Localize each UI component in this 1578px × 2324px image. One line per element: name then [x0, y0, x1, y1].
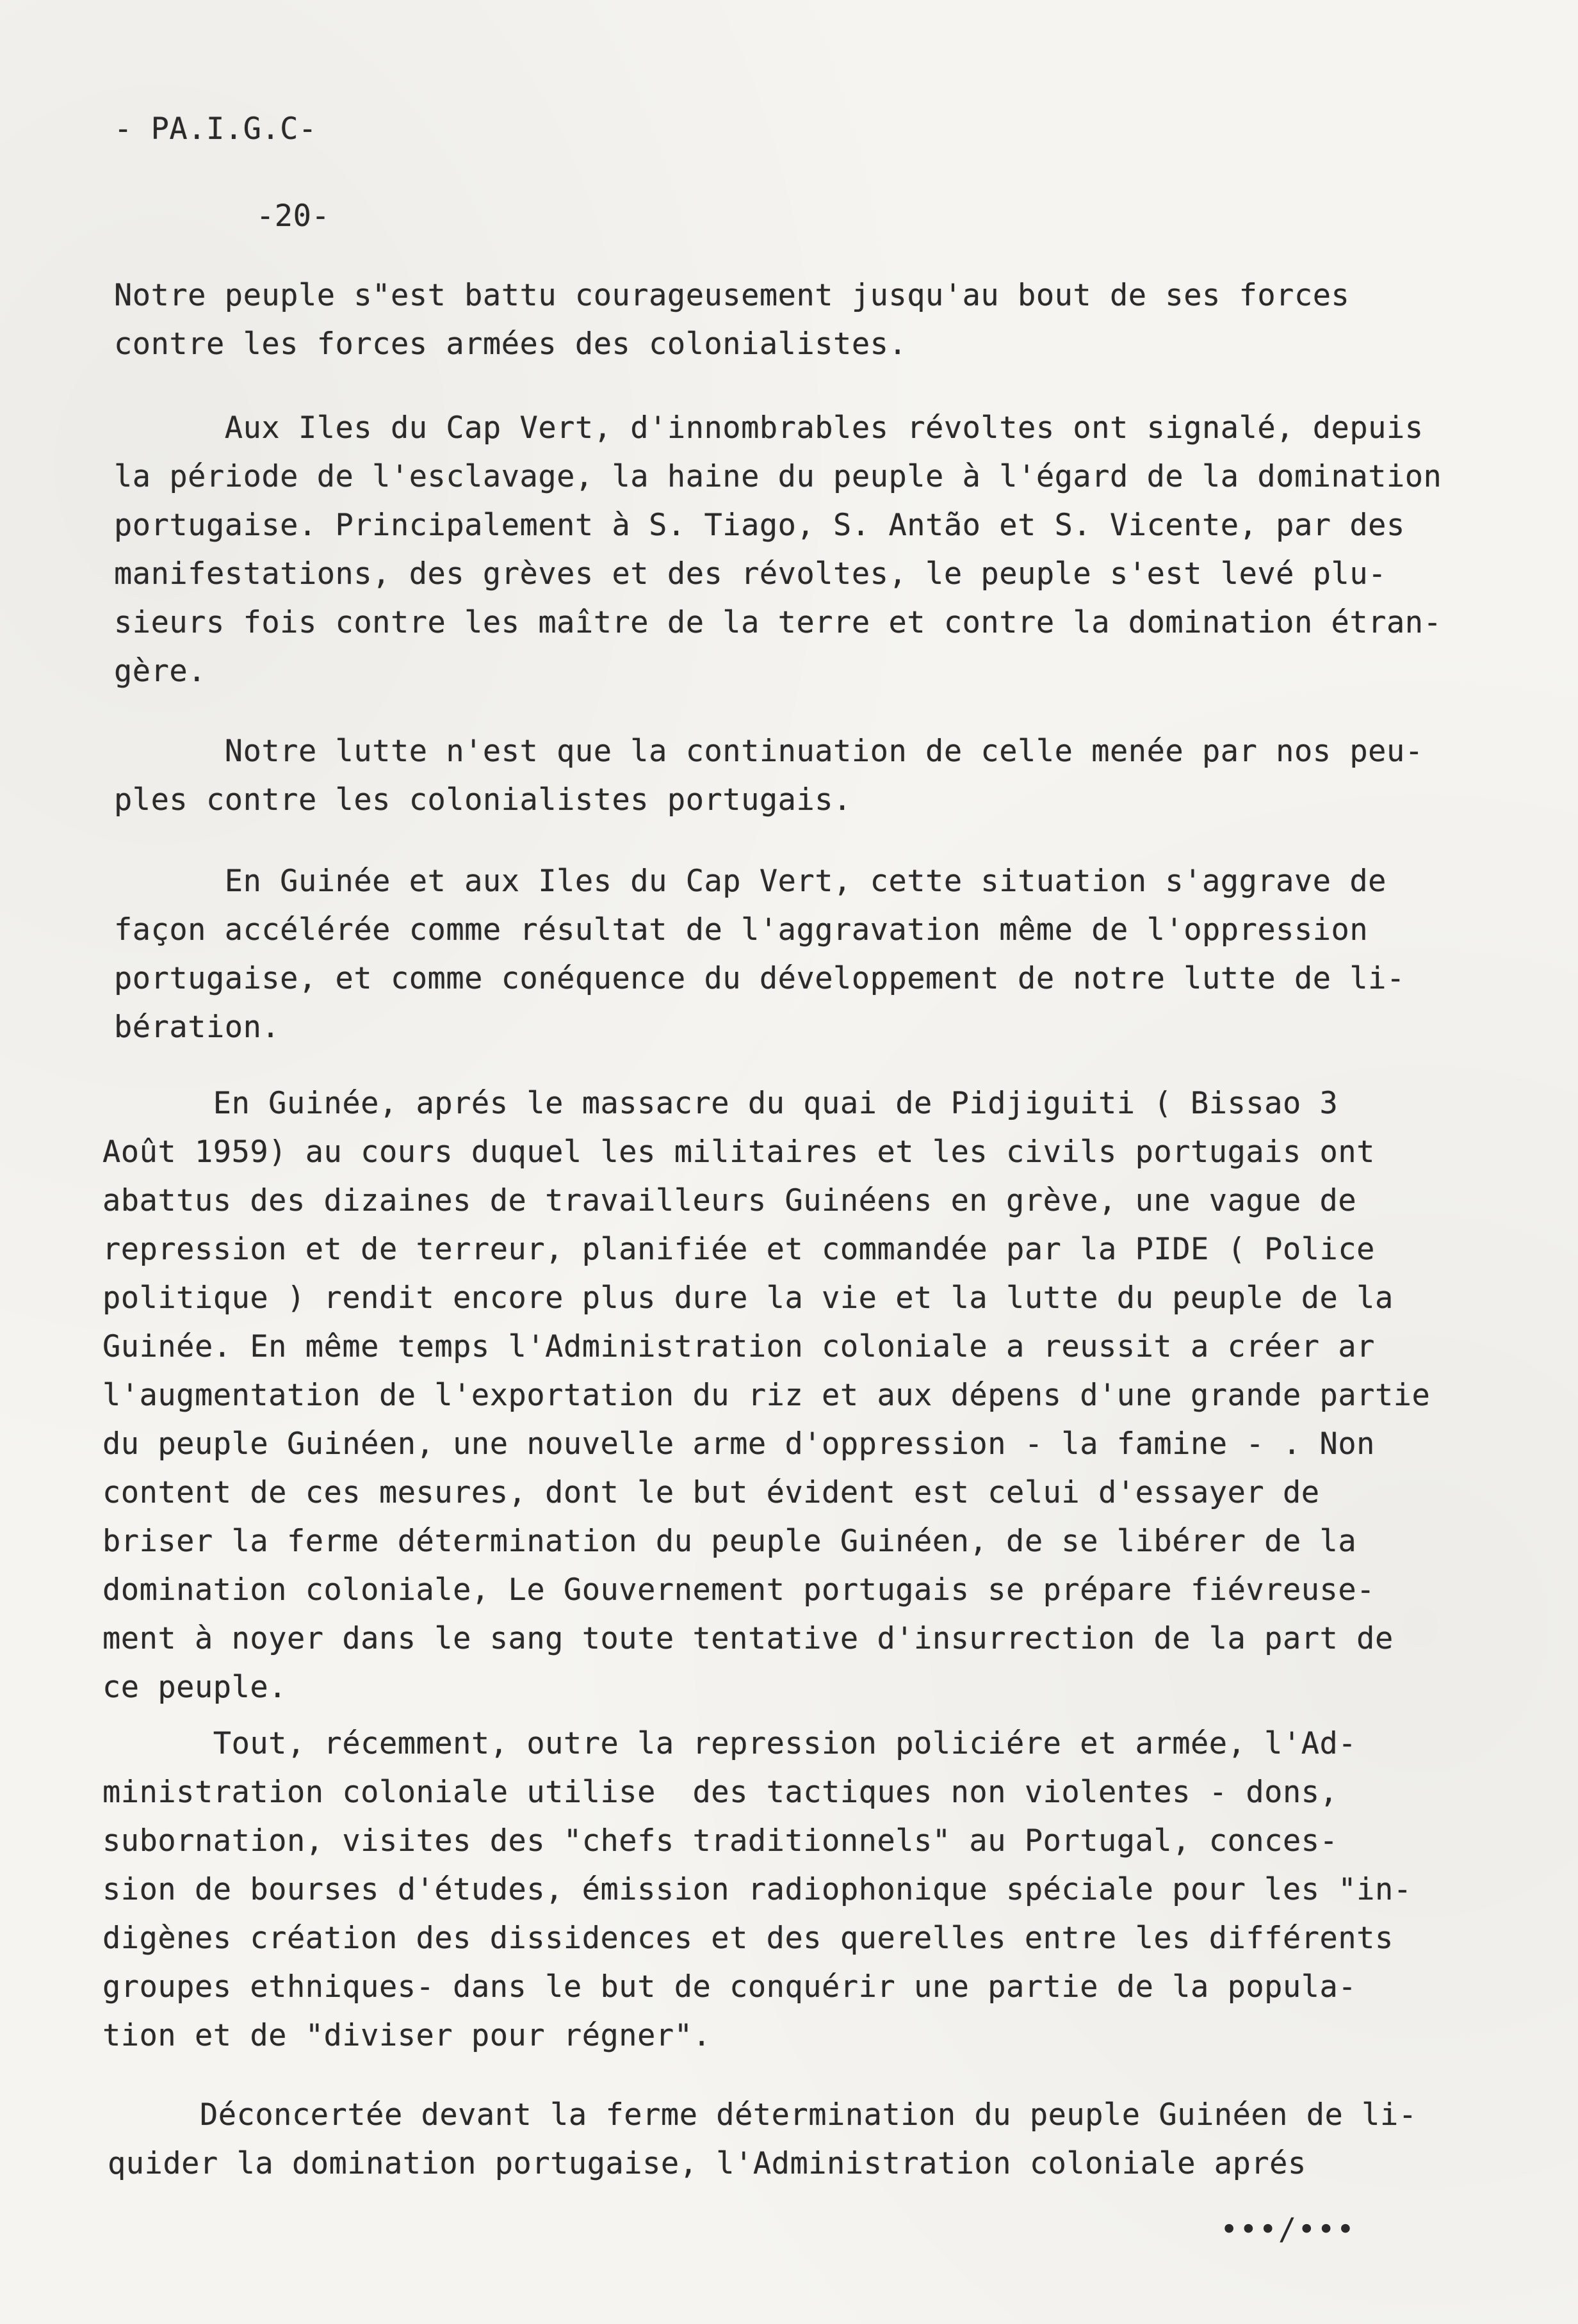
text-line: portugaise. Principalement à S. Tiago, S. Antão et S. Vicente, par des [114, 508, 1405, 543]
text-line: tion et de "diviser pour régner". [102, 2018, 712, 2053]
page-number: -20- [256, 198, 330, 234]
text-line: gère. [114, 654, 206, 689]
text-line: bération. [114, 1010, 281, 1045]
text-line: ples contre les colonialistes portugais. [114, 782, 852, 818]
text-line: abattus des dizaines de travailleurs Guinéens en grève, une vague de [102, 1183, 1357, 1218]
text-line: du peuple Guinéen, une nouvelle arme d'oppression - la famine - . Non [102, 1426, 1375, 1462]
org-header: - PA.I.G.C- [114, 111, 317, 147]
continuation-mark: •••/••• [1220, 2212, 1356, 2247]
text-line: Notre lutte n'est que la continuation de celle menée par nos peu- [114, 734, 1424, 769]
text-line: content de ces mesures, dont le but évident est celui d'essayer de [102, 1475, 1320, 1510]
text-line: manifestations, des grèves et des révoltes, le peuple s'est levé plu- [114, 556, 1387, 592]
text-line: Notre peuple s"est battu courageusement jusqu'au bout de ses forces [114, 278, 1350, 313]
text-line: portugaise, et comme conéquence du développement de notre lutte de li- [114, 961, 1405, 996]
text-line: groupes ethniques- dans le but de conquérir une partie de la popula- [102, 1969, 1357, 2005]
text-line: Août 1959) au cours duquel les militaires et les civils portugais ont [102, 1134, 1375, 1170]
text-line: la période de l'esclavage, la haine du peuple à l'égard de la domination [114, 459, 1442, 494]
text-line: ment à noyer dans le sang toute tentative d'insurrection de la part de [102, 1621, 1394, 1656]
text-line: digènes création des dissidences et des querelles entre les différents [102, 1921, 1394, 1956]
text-line: En Guinée et aux Iles du Cap Vert, cette situation s'aggrave de [114, 864, 1387, 899]
text-line: ministration coloniale utilise des tactiques non violentes - dons, [102, 1775, 1338, 1810]
text-line: contre les forces armées des colonialistes. [114, 327, 907, 362]
text-line: quider la domination portugaise, l'Administration coloniale aprés [108, 2146, 1306, 2181]
text-line: Tout, récemment, outre la repression policiére et armée, l'Ad- [102, 1726, 1357, 1761]
text-line: Guinée. En même temps l'Administration coloniale a reussit a créer ar [102, 1329, 1375, 1364]
text-line: l'augmentation de l'exportation du riz et aux dépens d'une grande partie [102, 1378, 1431, 1413]
text-line: briser la ferme détermination du peuple Guinéen, de se libérer de la [102, 1524, 1357, 1559]
text-line: sion de bourses d'études, émission radiophonique spéciale pour les "in- [102, 1872, 1412, 1907]
text-line: repression et de terreur, planifiée et commandée par la PIDE ( Police [102, 1232, 1375, 1267]
text-line: Déconcertée devant la ferme détermination du peuple Guinéen de li- [108, 2097, 1417, 2133]
text-line: façon accélérée comme résultat de l'aggravation même de l'oppression [114, 912, 1369, 948]
text-line: politique ) rendit encore plus dure la vie et la lutte du peuple de la [102, 1280, 1394, 1316]
text-line: domination coloniale, Le Gouvernement portugais se prépare fiévreuse- [102, 1572, 1375, 1608]
text-line: ce peuple. [102, 1670, 287, 1705]
text-line: sieurs fois contre les maître de la terre et contre la domination étran- [114, 605, 1442, 640]
text-line: Aux Iles du Cap Vert, d'innombrables révoltes ont signalé, depuis [114, 410, 1424, 446]
text-line: subornation, visites des "chefs traditionnels" au Portugal, conces- [102, 1823, 1338, 1859]
text-line: En Guinée, aprés le massacre du quai de Pidjiguiti ( Bissao 3 [102, 1086, 1338, 1121]
